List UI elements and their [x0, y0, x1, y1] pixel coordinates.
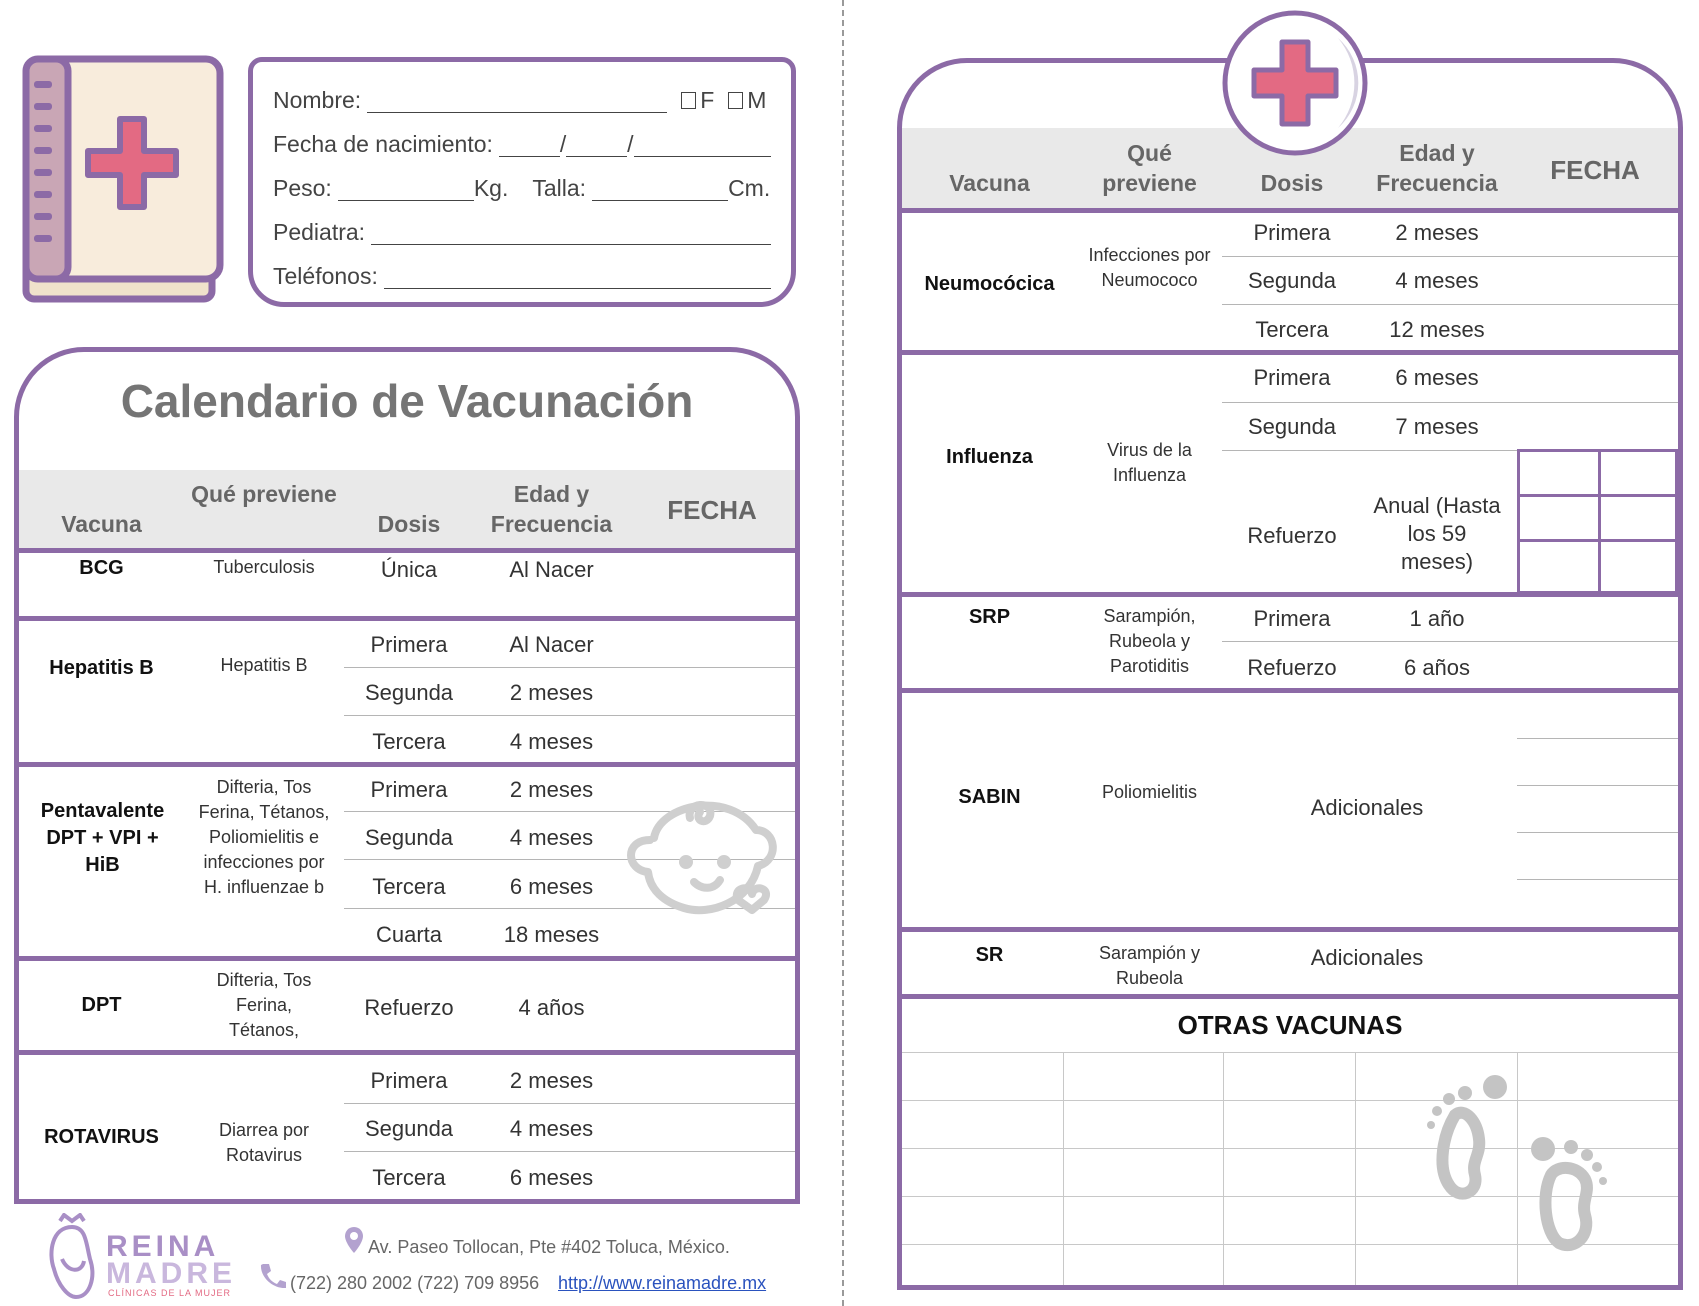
- dose-age: 7 meses: [1395, 414, 1479, 439]
- dose-age: 4 años: [518, 995, 585, 1020]
- otras-vacunas-title: OTRAS VACUNAS: [1177, 1010, 1403, 1040]
- dose-name: Primera: [370, 632, 448, 657]
- weight-field[interactable]: [338, 176, 474, 201]
- birthdate-label: Fecha de nacimiento:: [273, 130, 493, 157]
- date-cell[interactable]: [1517, 494, 1601, 542]
- calendar-title: Calendario de Vacunación: [120, 375, 694, 427]
- vaccine-prevents: Difteria, Tos Ferina, Tétanos, Poliomielitis e infecciones por H. influenzae b: [198, 777, 330, 897]
- vaccine-name: ROTAVIRUS: [44, 1126, 159, 1148]
- pediatrician-label: Pediatra:: [273, 218, 366, 245]
- dose-age: Anual (Hasta los 59 meses): [1373, 493, 1501, 574]
- dose-age: 2 meses: [1395, 220, 1479, 245]
- row-separator: [902, 350, 1678, 355]
- grid-line: [902, 1052, 1678, 1053]
- header-vacuna: Vacuna: [949, 170, 1030, 196]
- name-label: Nombre:: [273, 86, 362, 113]
- grid-col: [1223, 1052, 1224, 1285]
- header-vacuna: Vacuna: [61, 511, 142, 537]
- kg-unit: Kg.: [473, 174, 509, 201]
- weight-height-row: [273, 166, 771, 210]
- row-separator: [902, 994, 1678, 999]
- dose-line: [344, 1103, 795, 1104]
- brand-bottom: MADRE: [106, 1257, 236, 1290]
- vaccine-name: DPT: [81, 994, 122, 1016]
- vaccine-prevents: Infecciones por Neumococo: [1088, 245, 1211, 290]
- header-previene: Qué previene: [191, 481, 337, 507]
- dose-age: 12 meses: [1389, 317, 1485, 342]
- vaccine-name: BCG: [79, 557, 124, 579]
- date-line: [1517, 832, 1678, 833]
- vaccine-prevents: Tuberculosis: [213, 557, 315, 577]
- dose-name: Primera: [1253, 220, 1331, 245]
- date-cell[interactable]: [1598, 449, 1678, 497]
- birth-month-field[interactable]: [566, 132, 627, 157]
- height-field[interactable]: [592, 176, 728, 201]
- row-separator: [19, 1050, 795, 1055]
- birth-day-field[interactable]: [499, 132, 560, 157]
- dose-age: 6 meses: [509, 874, 594, 899]
- dose-line: [344, 1151, 795, 1152]
- dose-name: Primera: [370, 777, 448, 802]
- dose-age: 4 meses: [509, 729, 594, 754]
- dose-name: Refuerzo: [364, 995, 454, 1020]
- brand-tagline: CLÍNICAS DE LA MUJER: [108, 1288, 232, 1298]
- vaccine-prevents: Sarampión y Rubeola: [1098, 943, 1201, 988]
- baby-feet-icon: [1425, 1075, 1615, 1260]
- patient-info-form: [248, 57, 796, 307]
- dose-name: Segunda: [1247, 268, 1337, 293]
- dose-age: 2 meses: [509, 680, 594, 705]
- phone-icon: [257, 1262, 287, 1290]
- vaccine-prevents: Sarampión, Rubeola y Parotiditis: [1103, 606, 1196, 676]
- vaccine-name: Hepatitis B: [49, 657, 154, 679]
- dose-name: Primera: [1253, 365, 1331, 390]
- dose-line: [1222, 402, 1678, 403]
- phones-text: (722) 280 2002 (722) 709 8956: [290, 1273, 540, 1293]
- dose-name: Refuerzo: [1247, 523, 1337, 548]
- dose-age: Al Nacer: [509, 632, 594, 657]
- dose-age: 2 meses: [509, 777, 594, 802]
- height-label: Talla:: [532, 174, 587, 201]
- dose-age: 4 meses: [509, 825, 594, 850]
- dose-name: Tercera: [372, 874, 446, 899]
- male-label: M: [747, 86, 767, 113]
- date-cell[interactable]: [1517, 539, 1601, 594]
- dose-age: 6 meses: [509, 1165, 594, 1190]
- cm-unit: Cm.: [728, 174, 771, 201]
- dose-age: 18 meses: [503, 922, 600, 947]
- location-pin-icon: [344, 1226, 364, 1254]
- reina-madre-logo: [46, 1213, 98, 1301]
- male-checkbox[interactable]: [728, 92, 743, 109]
- header-previene: Qué previene: [1102, 140, 1197, 196]
- dose-name: Segunda: [364, 825, 454, 850]
- birthdate-row: Fecha de nacimiento: / /: [273, 122, 771, 166]
- dose-name: Cuarta: [375, 922, 443, 947]
- dose-name: Segunda: [364, 1116, 454, 1141]
- row-separator: [19, 956, 795, 961]
- header-edad: Edad y Frecuencia: [490, 481, 613, 537]
- vaccine-name: Neumocócica: [924, 273, 1055, 295]
- row-separator: [902, 688, 1678, 693]
- vaccine-prevents: Virus de la Influenza: [1107, 440, 1192, 485]
- date-line: [1517, 879, 1678, 880]
- vaccine-prevents: Poliomielitis: [1101, 782, 1198, 802]
- dose-age: Al Nacer: [509, 557, 594, 582]
- dose-line: [1222, 256, 1678, 257]
- vaccine-name: Influenza: [946, 446, 1033, 468]
- dose-name: Tercera: [372, 729, 446, 754]
- vaccine-prevents: Difteria, Tos Ferina, Tétanos,: [216, 970, 312, 1040]
- dose-line: [1222, 641, 1678, 642]
- dose-name: Segunda: [364, 680, 454, 705]
- birth-year-field[interactable]: [634, 132, 772, 157]
- dose-line: [1222, 304, 1678, 305]
- header-dosis: Dosis: [377, 511, 441, 537]
- dose-name: Única: [380, 557, 438, 582]
- date-line: [1517, 785, 1678, 786]
- dose-age: 1 año: [1409, 606, 1465, 631]
- address-text: Av. Paseo Tollocan, Pte #402 Toluca, México.: [368, 1237, 730, 1257]
- grid-col: [1063, 1052, 1064, 1285]
- vaccine-prevents: Diarrea por Rotavirus: [218, 1120, 310, 1165]
- female-label: F: [700, 86, 715, 113]
- dose-name: Primera: [370, 1068, 448, 1093]
- dose-age: 6 meses: [1395, 365, 1479, 390]
- dose-age: 6 años: [1403, 655, 1471, 680]
- header-fecha: FECHA: [1550, 155, 1640, 185]
- dose-age: 2 meses: [509, 1068, 594, 1093]
- phones-row: [273, 254, 771, 298]
- dose-name: Tercera: [372, 1165, 446, 1190]
- vaccine-name: SRP: [968, 606, 1011, 628]
- row-separator: [902, 927, 1678, 932]
- vaccine-name: SR: [975, 944, 1004, 966]
- row-separator: [19, 616, 795, 621]
- dose-name: Primera: [1253, 606, 1331, 631]
- pediatrician-field[interactable]: [371, 220, 771, 245]
- dose-name: Adicionales: [1310, 795, 1424, 820]
- vaccine-name: Pentavalente DPT + VPI + HiB: [40, 800, 165, 876]
- row-separator: [19, 762, 795, 767]
- female-checkbox[interactable]: [681, 92, 696, 109]
- header-fecha: FECHA: [667, 495, 757, 525]
- vaccine-prevents: Hepatitis B: [220, 655, 308, 675]
- dose-line: [344, 667, 795, 668]
- name-field[interactable]: [367, 88, 667, 113]
- baby-face-icon: [620, 790, 785, 920]
- phones-field[interactable]: [384, 264, 771, 289]
- date-cell[interactable]: [1517, 449, 1601, 497]
- pediatrician-row: [273, 210, 771, 254]
- dose-age: 4 meses: [509, 1116, 594, 1141]
- dose-name: Tercera: [1255, 317, 1329, 342]
- dose-name: Adicionales: [1310, 945, 1424, 970]
- medical-cross-icon: [1220, 8, 1370, 158]
- dose-age: 4 meses: [1395, 268, 1479, 293]
- vaccine-name: SABIN: [958, 786, 1021, 808]
- date-cell[interactable]: [1598, 494, 1678, 542]
- header-dosis: Dosis: [1260, 170, 1324, 196]
- book-medical-icon: [22, 55, 227, 305]
- name-row: [273, 78, 771, 122]
- date-line: [1517, 738, 1678, 739]
- date-cell[interactable]: [1598, 539, 1678, 594]
- dose-line: [1222, 450, 1522, 451]
- header-edad: Edad y Frecuencia: [1376, 140, 1498, 196]
- weight-label: Peso:: [273, 174, 332, 201]
- website-link[interactable]: http://www.reinamadre.mx: [558, 1273, 767, 1293]
- phones-label: Teléfonos:: [273, 262, 378, 289]
- dose-name: Segunda: [1247, 414, 1337, 439]
- dose-line: [344, 715, 795, 716]
- brand-top: REINA: [106, 1230, 220, 1263]
- page-divider: [842, 0, 844, 1306]
- dose-name: Refuerzo: [1247, 655, 1337, 680]
- grid-col: [1355, 1052, 1356, 1285]
